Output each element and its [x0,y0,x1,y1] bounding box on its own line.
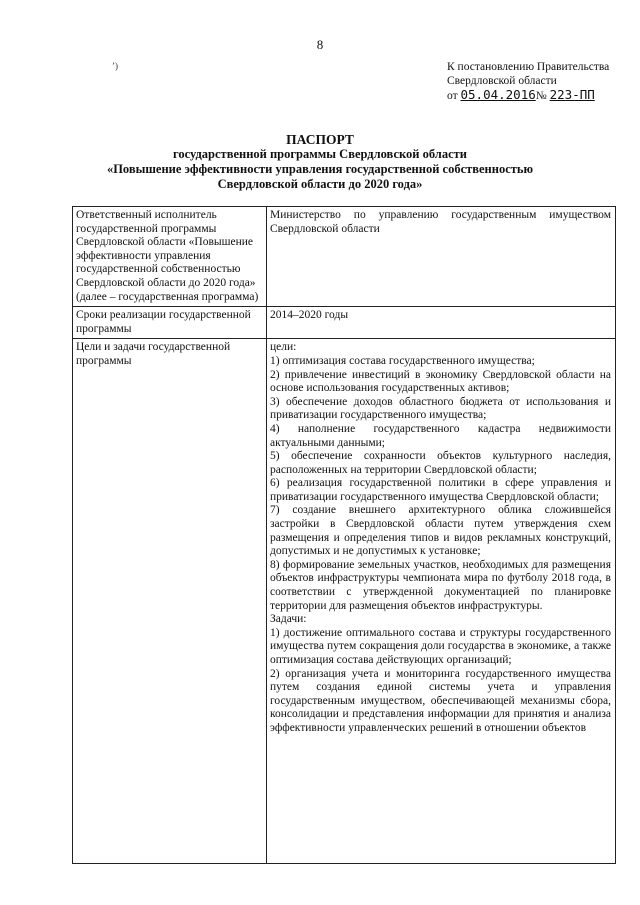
content-paragraph: 8) формирование земельных участков, необходимых для размещения объектов инфраструктуры чемпионата мира по футболу 2018 года, в соответствии с утвержденной документацией по планировке территории для размещения объектов инфраструктуры. [270,558,611,612]
content-paragraph: Министерство по управлению государственным имуществом Свердловской области [270,209,611,235]
content-paragraph: 5) обеспечение сохранности объектов культурного наследия, расположенных на территории Свердловской области; [270,450,611,476]
content-paragraph: 4) наполнение государственного кадастра недвижимости актуальными данными; [270,422,611,449]
row-content [267,307,616,339]
table-row [73,339,616,864]
content-paragraph: 1) достижение оптимального состава и структуры государственного имущества путем сокращения доли государства в экономике, а также оптимизация состава действующих организаций; [270,626,611,666]
table-row [73,207,616,307]
content-paragraph: 2) привлечение инвестиций в экономику Свердловской области на основе использования государственных активов; [270,368,611,395]
content-paragraph: 6) реализация государственной политики в сфере управления и приватизации государственного имущества Свердловской области; [270,477,611,503]
row-content [267,339,616,864]
content-paragraph: 2014–2020 годы [270,309,349,322]
row-label: Сроки реализации государственной программы [73,307,267,339]
approval-line-2: Свердловской области [447,75,557,87]
approval-from-prefix: от [447,90,458,102]
row-label: Цели и задачи государственной программы [73,339,267,864]
scan-mark: ’) [112,61,118,71]
document-title [60,132,580,192]
title-line-3: Свердловской области до 2020 года» [217,177,423,191]
content-paragraph: цели: [270,341,297,354]
approval-date: 05.04.2016 [460,87,536,102]
content-paragraph: 7) создание внешнего архитектурного облика сложившейся застройки в Свердловской области путем утверждения схем размещения и определения типов и видов рекламных конструкций, допустимых и не допустимых к установке; [270,504,611,558]
approval-number-prefix: № [535,90,547,102]
content-paragraph: 3) обеспечение доходов областного бюджета от использования и приватизации государственного имущества; [270,395,611,422]
title-line-1: государственной программы Свердловской области [173,147,467,161]
row-content [267,207,616,307]
approval-number: 223-ПП [549,87,595,102]
approval-date-line [447,88,609,103]
row-label: Ответственный исполнитель государственной программы Свердловской области «Повышение эффективности управления государственной собственностью Свердловской области до 2020 года» (далее – государственная программа) [73,207,267,307]
passport-table [72,206,616,864]
approval-line-1: К постановлению Правительства [447,61,610,73]
approval-stamp [447,60,609,103]
title-line-2: «Повышение эффективности управления государственной собственностью [106,162,534,176]
content-paragraph: Задачи: [270,613,307,626]
content-paragraph: 1) оптимизация состава государственного имущества; [270,354,535,367]
content-paragraph: 2) организация учета и мониторинга государственного имущества путем создания единой системы учета и управления государственным имуществом, обеспечивающей механизмы сбора, консолидации и представления информации для принятия и анализа эффективности управленческих решений в отношении объектов [270,667,611,734]
page-number: 8 [316,37,324,52]
table-row [73,307,616,339]
title-main: ПАСПОРТ [286,132,354,147]
